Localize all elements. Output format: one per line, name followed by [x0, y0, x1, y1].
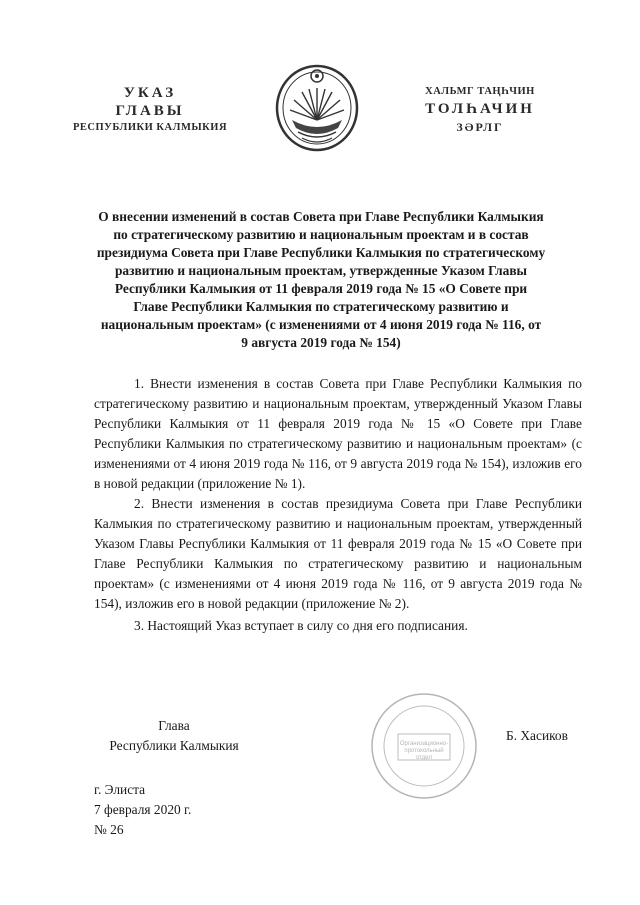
official-stamp-icon — [368, 690, 480, 802]
signature-post-line1: Глава — [158, 718, 190, 733]
header-left-line2: ГЛАВЫ — [115, 103, 185, 119]
header-right-line2: ТОЛҺАЧИН — [425, 101, 535, 117]
header-right — [400, 84, 560, 136]
stamp-text-line1: Организационно- — [399, 741, 449, 747]
document-body — [94, 374, 582, 636]
header-right-line1: ХАЛЬМГ ТАҢҺЧИН — [425, 86, 535, 97]
document-date: 7 февраля 2020 г. — [94, 802, 192, 817]
document-title: О внесении изменений в состав Совета при Главе Республики Калмыкия по стратегическому развитию и национальным проектам и в состав президиума Совета при Главе Республики Калмыкия по стратегическому развитию и национальным проектам, утвержденные Указом Главы Республики Калмыкия от 11 февраля 2019 года № 15 «О Совете при Главе Республики Калмыкия по стратегическому развитию и национальным проектам» (с изменениями от 4 июня 2019 года № 116, от 9 августа 2019 года № 154) — [96, 209, 546, 350]
header-left-line3: РЕСПУБЛИКИ КАЛМЫКИЯ — [72, 122, 228, 133]
paragraph-2: 2. Внести изменения в состав президиума Совета при Главе Республики Калмыкия по стратегическому развитию и национальным проектам, утвержденный Указом Главы Республики Калмыкия от 11 февраля 2019 года № 15 «О Совете при Главе Республики Калмыкия по стратегическому развитию и национальным проектам» (с изменениями от 4 июня 2019 года № 116, от 9 августа 2019 года № 154), изложив его в новой редакции (приложение № 2). — [94, 496, 582, 611]
signatory-name: Б. Хасиков — [506, 728, 568, 743]
paragraph-1: 1. Внести изменения в состав Совета при Главе Республики Калмыкия по стратегическому развитию и национальным проектам, утвержденный Указом Главы Республики Калмыкия от 11 февраля 2019 года № 15 «О Совете при Главе Республики Калмыкия по стратегическому развитию и национальным проектам» (с изменениями от 4 июня 2019 года № 116, от 9 августа 2019 года № 154), изложив его в новой редакции (приложение № 1). — [94, 376, 582, 491]
place-date-number — [94, 780, 191, 840]
stamp-text-line3: отдел — [416, 755, 432, 761]
document-number: № 26 — [94, 822, 124, 837]
stamp-text-line2: протокольный — [404, 748, 444, 754]
signature-post-line2: Республики Калмыкия — [109, 738, 239, 753]
kalmykia-emblem-icon — [272, 62, 362, 154]
header-left-line1: УКАЗ — [123, 85, 177, 101]
header-right-line3: ЗӘРЛГ — [456, 120, 504, 134]
paragraph-3: 3. Настоящий Указ вступает в силу со дня его подписания. — [134, 618, 468, 633]
header-left — [60, 84, 240, 136]
city: г. Элиста — [94, 782, 146, 797]
signature-post — [94, 716, 254, 756]
